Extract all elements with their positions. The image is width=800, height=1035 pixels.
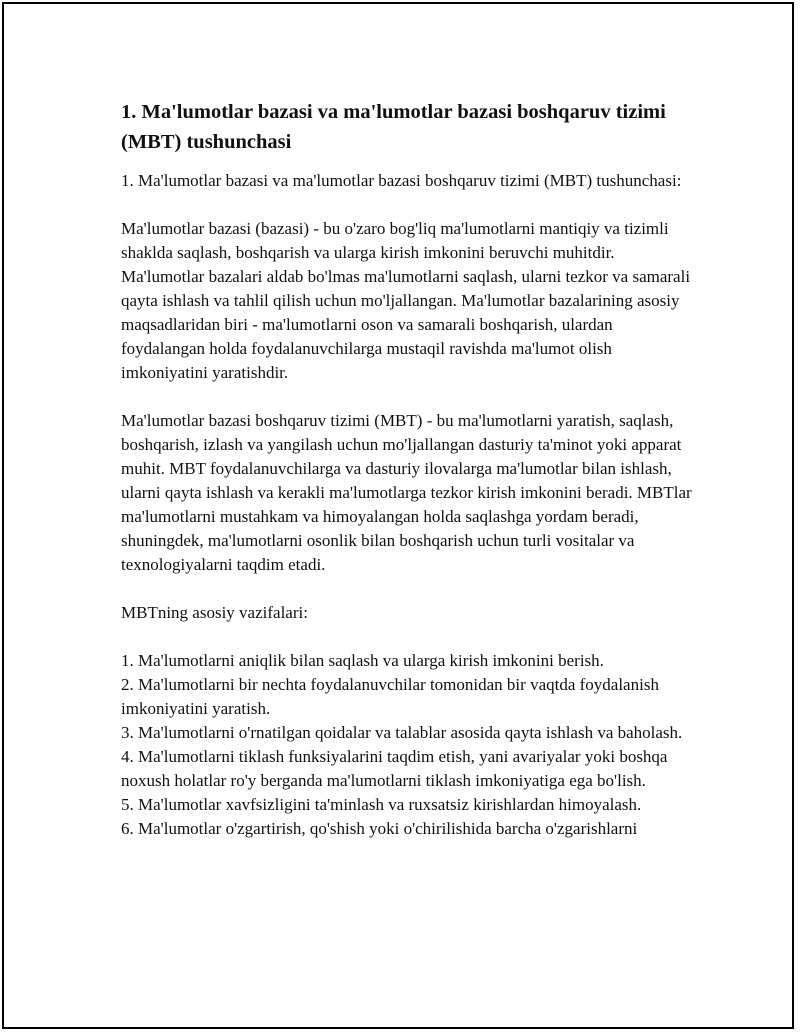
list-item: 6. Ma'lumotlar o'zgartirish, qo'shish yoki o'chirilishida barcha o'zgarishlarni — [121, 819, 638, 838]
functions-intro-paragraph: MBTning asosiy vazifalari: — [121, 603, 308, 622]
document-content — [121, 97, 696, 841]
dbms-definition-paragraph: Ma'lumotlar bazasi boshqaruv tizimi (MBT) - bu ma'lumotlarni yaratish, saqlash, boshqarish, izlash va yangilash uchun mo'ljallangan dasturiy ta'minot yoki apparat muhit. MBT foydalanuvchilarga va dasturiy ilovalarga ma'lumotlar bilan ishlash, ularni qayta ishlash va kerakli ma'lumotlarga tezkor kirish imkonini beradi. MBTlar ma'lumotlarni mustahkam va himoyalangan holda saqlashga yordam beradi, shuningdek, ma'lumotlarni osonlik bilan boshqarish uchun turli vositalar va texnologiyalarni taqdim etadi. — [121, 411, 692, 574]
list-item: 5. Ma'lumotlar xavfsizligini ta'minlash va ruxsatsiz kirishlardan himoyalash. — [121, 795, 642, 814]
list-item: 1. Ma'lumotlarni aniqlik bilan saqlash va ularga kirish imkonini berish. — [121, 651, 604, 670]
functions-list — [121, 649, 696, 841]
intro-paragraph: 1. Ma'lumotlar bazasi va ma'lumotlar bazasi boshqaruv tizimi (MBT) tushunchasi: — [121, 171, 682, 190]
page-frame — [2, 2, 794, 1029]
list-item: 3. Ma'lumotlarni o'rnatilgan qoidalar va talablar asosida qayta ishlash va baholash. — [121, 723, 683, 742]
document-heading: 1. Ma'lumotlar bazasi va ma'lumotlar bazasi boshqaruv tizimi (MBT) tushunchasi — [121, 101, 666, 153]
list-item: 2. Ma'lumotlarni bir nechta foydalanuvchilar tomonidan bir vaqtda foydalanish imkoniyatini yaratish. — [121, 675, 659, 718]
list-item: 4. Ma'lumotlarni tiklash funksiyalarini taqdim etish, yani avariyalar yoki boshqa noxush holatlar ro'y berganda ma'lumotlarni tiklash imkoniyatiga ega bo'lish. — [121, 747, 668, 790]
database-definition-paragraph: Ma'lumotlar bazasi (bazasi) - bu o'zaro bog'liq ma'lumotlarni mantiqiy va tizimli shaklda saqlash, boshqarish va ularga kirish imkonini beruvchi muhitdir. Ma'lumotlar bazalari aldab bo'lmas ma'lumotlarni saqlash, ularni tezkor va samarali qayta ishlash va tahlil qilish uchun mo'ljallangan. Ma'lumotlar bazalarining asosiy maqsadlaridan biri - ma'lumotlarni oson va samarali boshqarish, ulardan foydalangan holda foydalanuvchilarga mustaqil ravishda ma'lumot olish imkoniyatini yaratishdir. — [121, 219, 691, 382]
